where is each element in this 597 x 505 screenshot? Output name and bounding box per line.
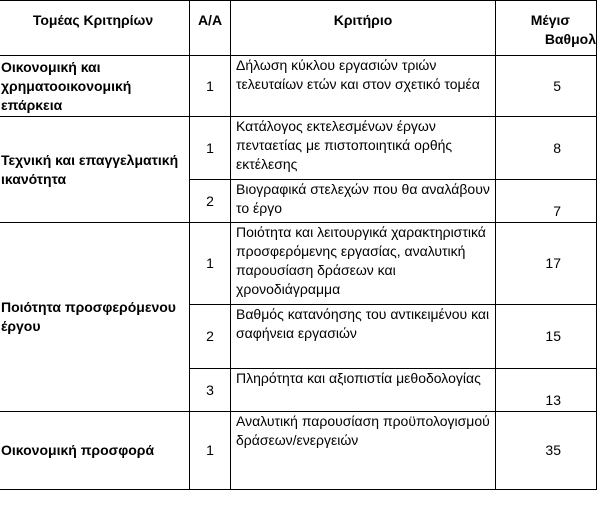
table-header-row (0, 1, 597, 56)
table-row (0, 117, 597, 180)
score-cell: 35 (496, 412, 597, 490)
criterion-cell: Βιογραφικά στελεχών που θα αναλάβουν το έργο (231, 180, 496, 223)
criterion-cell: Δήλωση κύκλου εργασιών τριών τελευταίων ετών και στον σχετικό τομέα (231, 56, 496, 117)
aa-cell: 2 (190, 180, 231, 223)
aa-cell: 1 (190, 223, 231, 305)
area-cell: Τεχνική και επαγγελματική ικανότητα (0, 117, 190, 223)
criterion-cell: Βαθμός κατανόησης του αντικειμένου και σαφήνεια εργασιών (231, 305, 496, 369)
score-cell: 17 (496, 223, 597, 305)
aa-cell: 1 (190, 56, 231, 117)
table-row (0, 56, 597, 117)
header-area: Τομέας Κριτηρίων (0, 1, 190, 56)
score-cell: 7 (496, 180, 597, 223)
criterion-cell: Κατάλογος εκτελεσμένων έργων πενταετίας με πιστοποιητικά ορθής εκτέλεσης (231, 117, 496, 180)
score-cell: 5 (496, 56, 597, 117)
score-cell: 13 (496, 369, 597, 412)
aa-cell: 1 (190, 412, 231, 490)
aa-cell: 2 (190, 305, 231, 369)
header-aa: Α/Α (190, 1, 231, 56)
table-row (0, 412, 597, 490)
criterion-cell: Ποιότητα και λειτουργικά χαρακτηριστικά προσφερόμενης εργασίας, αναλυτική παρουσίαση δράσεων και χρονοδιάγραμμα (231, 223, 496, 305)
area-cell: Ποιότητα προσφερόμενου έργου (0, 223, 190, 412)
header-max-score-line1: Μέγισ (530, 12, 570, 28)
score-cell: 8 (496, 117, 597, 180)
header-criterion: Κριτήριο (231, 1, 496, 56)
aa-cell: 1 (190, 117, 231, 180)
area-cell: Οικονομική και χρηματοοικονομική επάρκεια (0, 56, 190, 117)
header-max-score (496, 1, 597, 56)
score-cell: 15 (496, 305, 597, 369)
criterion-cell: Αναλυτική παρουσίαση προϋπολογισμού δράσεων/ενεργειών (231, 412, 496, 490)
table-row (0, 223, 597, 305)
aa-cell: 3 (190, 369, 231, 412)
area-cell: Οικονομική προσφορά (0, 412, 190, 490)
header-max-score-line2: Βαθμολ (544, 31, 596, 47)
criterion-cell: Πληρότητα και αξιοπιστία μεθοδολογίας (231, 369, 496, 412)
